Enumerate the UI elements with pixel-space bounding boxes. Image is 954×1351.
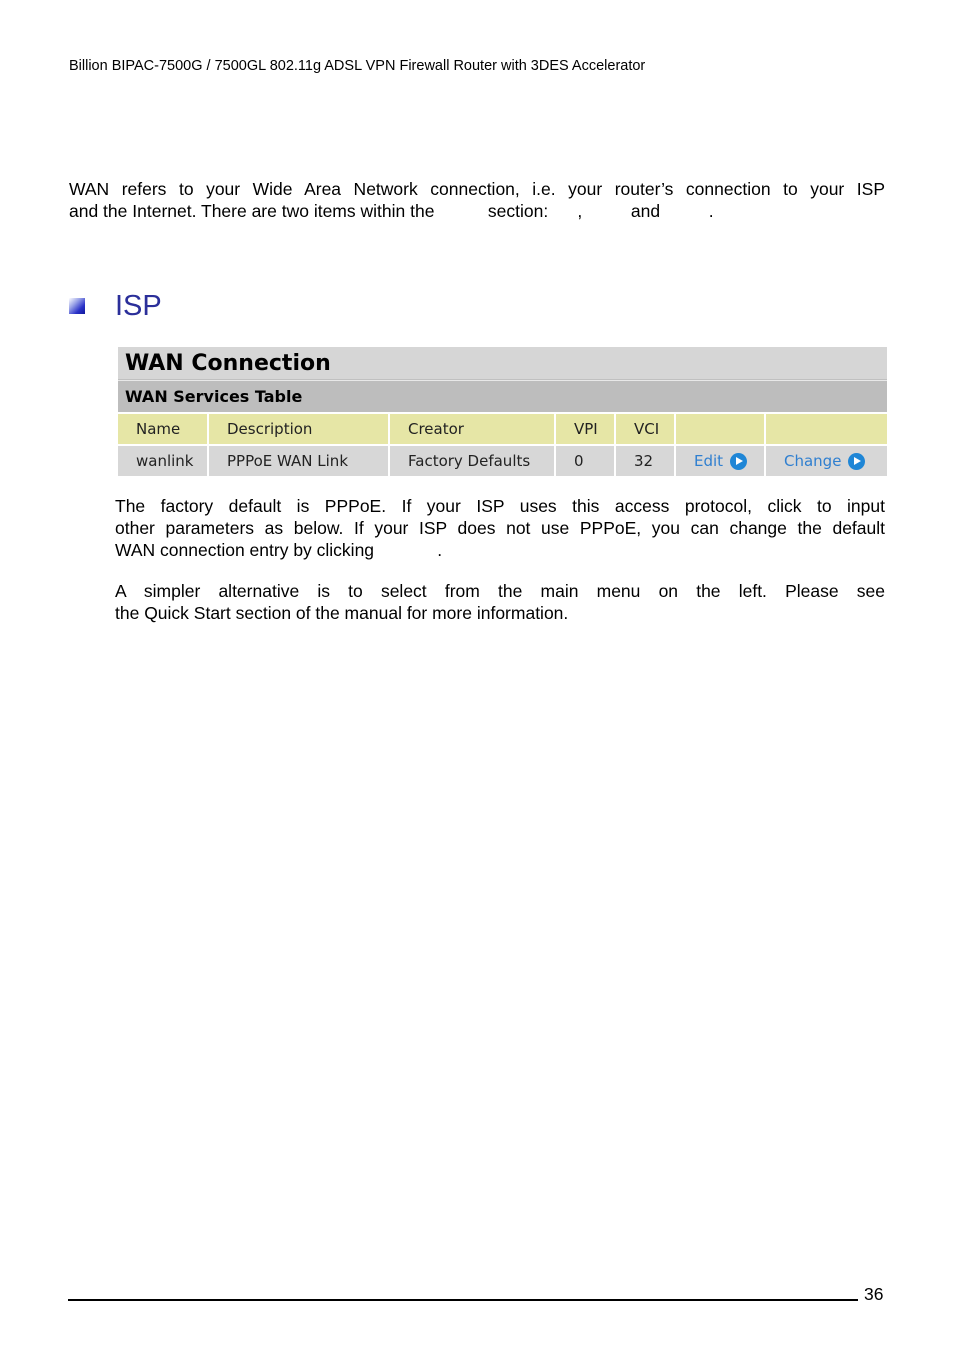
cell-vpi: 0 (556, 444, 616, 476)
intro-line-1: WAN refers to your Wide Area Network connection, i.e. your router’s connection to your ISP (69, 179, 885, 199)
cell-description: PPPoE WAN Link (209, 444, 390, 476)
square-bullet-icon (69, 298, 85, 314)
panel-title: WAN Connection (118, 347, 887, 380)
column-header-edit (676, 412, 766, 444)
wan-services-table (118, 412, 887, 476)
column-header-name: Name (118, 412, 209, 444)
section-title: ISP (115, 289, 162, 322)
change-link[interactable] (784, 452, 865, 470)
table-row (118, 444, 887, 476)
cell-change (766, 444, 887, 476)
alternative-paragraph (115, 580, 885, 624)
column-header-change (766, 412, 887, 444)
column-header-vpi: VPI (556, 412, 616, 444)
edit-link[interactable] (694, 452, 747, 470)
section-heading (69, 286, 162, 326)
document-header: Billion BIPAC-7500G / 7500GL 802.11g ADSL VPN Firewall Router with 3DES Accelerator (69, 58, 646, 74)
paragraph-line-1: The factory default is PPPoE. If your ISP uses this access protocol, click to input (115, 496, 885, 516)
cell-creator: Factory Defaults (390, 444, 556, 476)
panel-subtitle: WAN Services Table (118, 380, 887, 412)
column-header-creator: Creator (390, 412, 556, 444)
cell-edit (676, 444, 766, 476)
table-header-row (118, 412, 887, 444)
wan-connection-panel (118, 347, 887, 476)
paragraph-line-2: other parameters as below. If your ISP does not use PPPoE, you can change the default (115, 518, 885, 538)
cell-name: wanlink (118, 444, 209, 476)
paragraph-line-1: A simpler alternative is to select from the main menu on the left. Please see (115, 581, 885, 601)
page-number: 36 (864, 1284, 884, 1304)
play-arrow-icon (730, 453, 747, 470)
paragraph-line-3: WAN connection entry by clicking . (115, 540, 443, 560)
factory-default-paragraph (115, 495, 885, 561)
column-header-description: Description (209, 412, 390, 444)
paragraph-line-2: the Quick Start section of the manual for more information. (115, 603, 569, 623)
edit-label: Edit (694, 452, 724, 470)
play-arrow-icon (848, 453, 865, 470)
footer-rule (68, 1299, 858, 1301)
intro-line-2: and the Internet. There are two items within the section: , and . (69, 201, 714, 221)
column-header-vci: VCI (616, 412, 676, 444)
change-label: Change (784, 452, 842, 470)
cell-vci: 32 (616, 444, 676, 476)
intro-paragraph (69, 178, 885, 222)
